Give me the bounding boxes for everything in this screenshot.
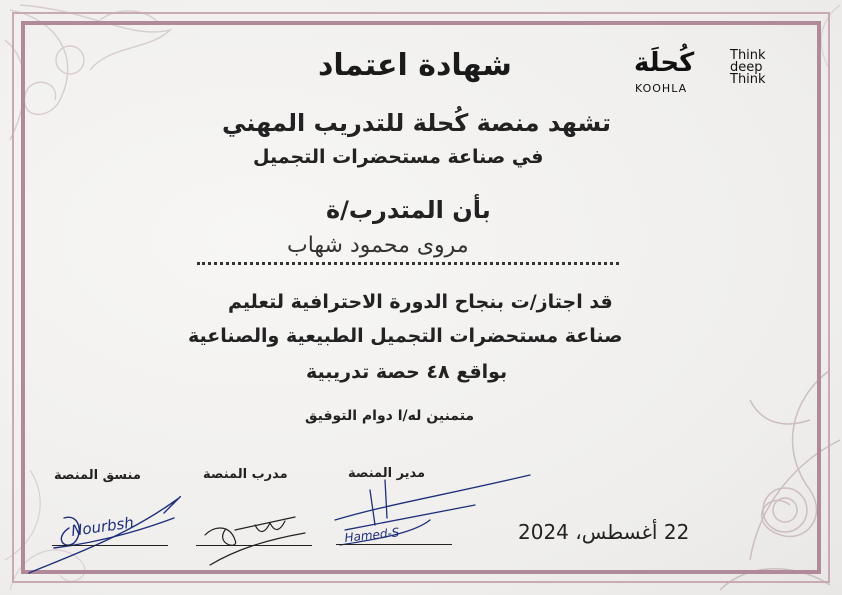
coordinator-sign-line (52, 545, 168, 546)
logo-think-deep (730, 50, 784, 86)
field-line: في صناعة مستحضرات التجميل (253, 146, 544, 168)
course-hours: بواقع ٤٨ حصة تدريبية (306, 361, 508, 383)
logo (634, 48, 784, 100)
logo-arabic-mark: كُحلَة (634, 48, 695, 78)
trainer-title: مدرب المنصة (203, 467, 288, 482)
director-title: مدير المنصة (348, 466, 426, 481)
director-signature (325, 470, 545, 565)
director-sign-line (336, 544, 452, 545)
course-line-2: صناعة مستحضرات التجميل الطبيعية والصناعية (188, 325, 623, 347)
wishes-line: متمنين له/ا دوام التوفيق (305, 408, 475, 424)
logo-latin: KOOHLA (635, 82, 688, 95)
coordinator-title: منسق المنصة (54, 468, 141, 483)
certificate-title: شهادة اعتماد (318, 48, 512, 83)
coordinator-signature (24, 488, 194, 583)
issue-date: 22 أغسطس، 2024 (518, 520, 690, 544)
trainer-sign-line (196, 545, 312, 546)
name-dotted-line (197, 262, 619, 265)
course-line-1: قد اجتاز/ت بنجاح الدورة الاحترافية لتعليم (228, 291, 613, 313)
trainee-name: مروى محمود شهاب (287, 233, 469, 258)
svg-text:Nourbsh: Nourbsh (70, 513, 135, 540)
trainer-signature (195, 495, 315, 580)
trainee-label: بأن المتدرب/ة (326, 196, 491, 224)
issuer-line: تشهد منصة كُحلة للتدريب المهني (222, 109, 611, 137)
logo-think-deep-text: Think deep Think (730, 48, 766, 87)
svg-text:Hamed-S: Hamed-S (343, 525, 401, 545)
